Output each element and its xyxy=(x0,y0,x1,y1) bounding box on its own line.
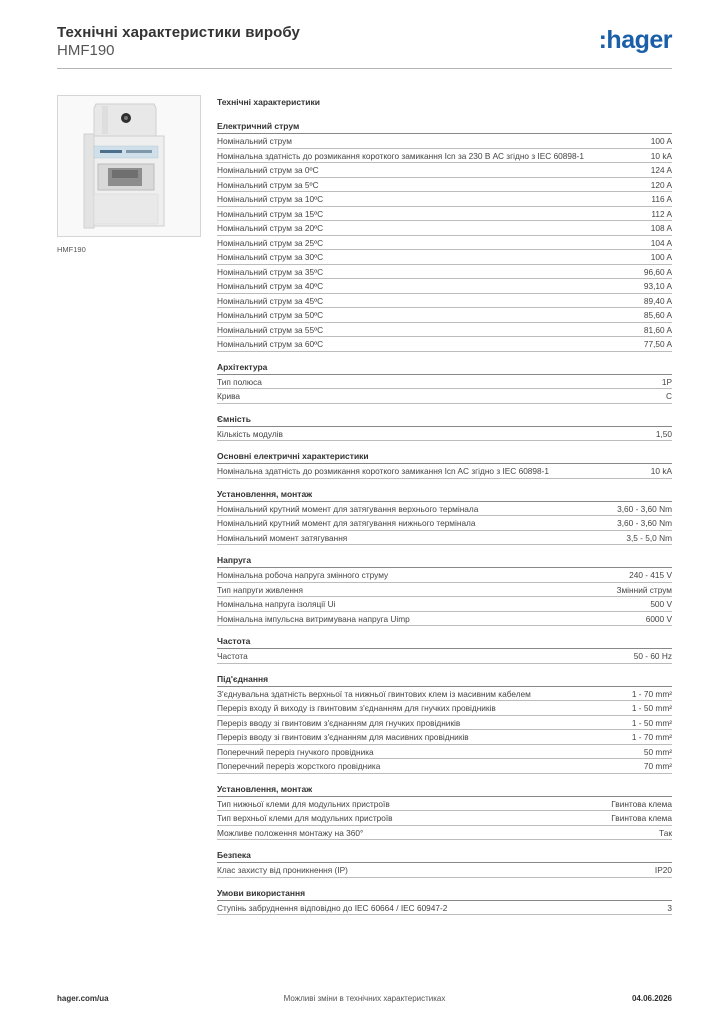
spec-value: 6000 V xyxy=(645,613,672,624)
spec-label: Номінальна імпульсна витримувана напруга Uimp xyxy=(217,613,410,624)
spec-label: Поперечний переріз гнучкого провідника xyxy=(217,746,374,757)
spec-label: Ступінь забруднення відповідно до IEC 60664 / IEC 60947-2 xyxy=(217,902,448,913)
spec-value: 1,50 xyxy=(655,428,672,439)
footer-date: 04.06.2026 xyxy=(631,994,672,1003)
spec-row xyxy=(217,337,672,352)
spec-value: Гвинтова клема xyxy=(611,798,672,809)
section-header: Ємність xyxy=(217,414,672,427)
spec-row xyxy=(217,236,672,251)
circuit-breaker-illustration xyxy=(58,96,200,236)
spec-label: Номінальний струм за 10ºC xyxy=(217,194,324,204)
spec-label: Номінальний момент затягування xyxy=(217,532,348,543)
spec-row xyxy=(217,531,672,546)
spec-value: 81,60 A xyxy=(643,324,672,335)
header-divider xyxy=(57,68,672,69)
brand-logo: :hager xyxy=(598,26,672,54)
spec-value: C xyxy=(666,391,672,401)
footer-website-link[interactable]: hager.com/ua xyxy=(57,994,109,1003)
spec-value: Змінний струм xyxy=(616,584,672,595)
page-footer xyxy=(57,994,672,1008)
spec-label: З'єднувальна здатність верхньої та нижньої гвинтових клем із масивним кабелем xyxy=(217,688,531,699)
spec-row xyxy=(217,427,672,442)
spec-section xyxy=(217,888,672,916)
spec-label: Номінальний струм за 45ºC xyxy=(217,295,324,306)
section-header: Під'єднання xyxy=(217,674,672,687)
spec-value: 1 - 50 mm² xyxy=(631,717,672,728)
spec-label: Номінальна напруга ізоляції Ui xyxy=(217,599,336,609)
spec-row xyxy=(217,308,672,323)
section-header: Безпека xyxy=(217,850,672,863)
spec-label: Номінальний струм xyxy=(217,136,292,146)
spec-row xyxy=(217,178,672,193)
spec-value: 96,60 A xyxy=(643,266,672,277)
spec-section xyxy=(217,489,672,546)
section-header: Основні електричні характеристики xyxy=(217,451,672,464)
document-title: Технічні характеристики виробу xyxy=(57,24,300,41)
section-header: Архітектура xyxy=(217,362,672,375)
spec-row xyxy=(217,294,672,309)
spec-row xyxy=(217,323,672,338)
spec-row xyxy=(217,516,672,531)
product-caption: HMF190 xyxy=(57,245,86,254)
spec-value: 500 V xyxy=(650,599,672,609)
spec-value: 1P xyxy=(661,376,672,387)
spec-label: Номінальний струм за 60ºC xyxy=(217,339,324,349)
spec-label: Номінальний струм за 0ºC xyxy=(217,165,319,175)
section-header: Частота xyxy=(217,636,672,649)
page-header xyxy=(57,20,672,68)
spec-label: Номінальний крутний момент для затягування нижнього термінала xyxy=(217,518,476,528)
spec-label: Переріз входу й виходу із гвинтовим з'єднанням для гнучких провідників xyxy=(217,703,496,713)
spec-value: 108 A xyxy=(650,223,672,233)
spec-label: Номінальний крутний момент для затягування верхнього термінала xyxy=(217,503,479,514)
spec-label: Крива xyxy=(217,391,241,401)
spec-label: Номінальна робоча напруга змінного струму xyxy=(217,570,389,580)
spec-value: Так xyxy=(659,827,672,838)
spec-section xyxy=(217,850,672,878)
spec-row xyxy=(217,745,672,760)
specification-sections xyxy=(217,121,672,915)
spec-label: Можливе положення монтажу на 360° xyxy=(217,827,364,838)
spec-row xyxy=(217,207,672,222)
spec-value: 100 A xyxy=(650,252,672,262)
spec-section xyxy=(217,362,672,404)
spec-row xyxy=(217,687,672,702)
section-header: Електричний струм xyxy=(217,121,672,134)
spec-value: 93,10 A xyxy=(643,281,672,291)
spec-row xyxy=(217,716,672,731)
spec-row xyxy=(217,759,672,774)
spec-value: 70 mm² xyxy=(643,761,672,771)
spec-row xyxy=(217,730,672,745)
spec-row xyxy=(217,163,672,178)
spec-label: Номінальна здатність до розмикання короткого замикання Icn за 230 В АС згідно з IEC 60898-1 xyxy=(217,150,585,161)
spec-value: 50 - 60 Hz xyxy=(633,651,672,661)
section-header: Установлення, монтаж xyxy=(217,489,672,502)
spec-label: Переріз вводу зі гвинтовим з'єднанням для масивних провідників xyxy=(217,732,469,742)
spec-label: Номінальний струм за 25ºC xyxy=(217,237,324,248)
spec-label: Номінальний струм за 15ºC xyxy=(217,208,324,219)
spec-row xyxy=(217,826,672,841)
spec-label: Номінальний струм за 50ºC xyxy=(217,310,324,320)
spec-label: Номінальний струм за 35ºC xyxy=(217,266,324,277)
spec-row xyxy=(217,863,672,878)
spec-label: Кількість модулів xyxy=(217,428,283,439)
spec-row xyxy=(217,221,672,236)
spec-value: 3,60 - 3,60 Nm xyxy=(617,503,672,514)
spec-row xyxy=(217,375,672,390)
section-header: Умови використання xyxy=(217,888,672,901)
spec-value: 10 kA xyxy=(650,466,672,476)
spec-label: Номінальна здатність до розмикання короткого замикання Icn AC згідно з IEC 60898-1 xyxy=(217,466,550,476)
spec-value: 77,50 A xyxy=(643,339,672,349)
spec-value: IP20 xyxy=(654,865,672,875)
spec-value: Гвинтова клема xyxy=(611,813,672,823)
product-reference: HMF190 xyxy=(57,42,115,59)
spec-value: 112 A xyxy=(651,208,672,219)
spec-row xyxy=(217,649,672,664)
section-header: Напруга xyxy=(217,555,672,568)
spec-label: Клас захисту від проникнення (IP) xyxy=(217,865,348,875)
spec-row xyxy=(217,250,672,265)
spec-row xyxy=(217,701,672,716)
spec-label: Переріз вводу зі гвинтовим з'єднанням для гнучких провідників xyxy=(217,717,461,728)
spec-value: 3,5 - 5,0 Nm xyxy=(626,532,672,543)
spec-row xyxy=(217,797,672,812)
spec-section xyxy=(217,555,672,626)
spec-value: 120 A xyxy=(650,179,672,190)
spec-value: 3,60 - 3,60 Nm xyxy=(617,518,672,528)
spec-row xyxy=(217,502,672,517)
spec-row xyxy=(217,597,672,612)
spec-row xyxy=(217,612,672,627)
spec-value: 240 - 415 V xyxy=(629,570,672,580)
spec-label: Номінальний струм за 40ºC xyxy=(217,281,324,291)
section-header: Установлення, монтаж xyxy=(217,784,672,797)
spec-section xyxy=(217,121,672,352)
spec-label: Номінальний струм за 30ºC xyxy=(217,252,324,262)
specifications-title: Технічні характеристики xyxy=(217,97,320,107)
spec-row xyxy=(217,811,672,826)
spec-value: 50 mm² xyxy=(643,746,672,757)
spec-value: 10 kA xyxy=(650,150,672,161)
spec-value: 1 - 70 mm² xyxy=(631,732,672,742)
spec-label: Частота xyxy=(217,651,248,661)
spec-section xyxy=(217,414,672,442)
spec-value: 104 A xyxy=(650,237,672,248)
spec-row xyxy=(217,568,672,583)
spec-value: 3 xyxy=(667,902,672,913)
spec-section xyxy=(217,784,672,841)
spec-value: 100 A xyxy=(650,136,672,146)
spec-row xyxy=(217,149,672,164)
spec-row xyxy=(217,265,672,280)
spec-label: Поперечний переріз жорсткого провідника xyxy=(217,761,381,771)
spec-row xyxy=(217,134,672,149)
spec-row xyxy=(217,901,672,916)
spec-row xyxy=(217,192,672,207)
spec-row xyxy=(217,583,672,598)
spec-label: Номінальний струм за 55ºC xyxy=(217,324,324,335)
technical-specifications xyxy=(217,97,672,925)
spec-label: Номінальний струм за 20ºC xyxy=(217,223,324,233)
spec-section xyxy=(217,636,672,664)
spec-row xyxy=(217,464,672,479)
spec-section xyxy=(217,674,672,774)
spec-label: Номінальний струм за 5ºC xyxy=(217,179,319,190)
spec-label: Тип верхньої клеми для модульних пристроїв xyxy=(217,813,393,823)
footer-note: Можливі зміни в технічних характеристиках xyxy=(283,994,446,1003)
product-image xyxy=(57,95,201,237)
spec-value: 116 A xyxy=(651,194,672,204)
spec-section xyxy=(217,451,672,479)
spec-label: Тип нижньої клеми для модульних пристроїв xyxy=(217,798,390,809)
spec-label: Тип полюса xyxy=(217,376,262,387)
spec-value: 89,40 A xyxy=(643,295,672,306)
spec-value: 85,60 A xyxy=(643,310,672,320)
spec-value: 124 A xyxy=(650,165,672,175)
spec-label: Тип напруги живлення xyxy=(217,584,303,595)
spec-row xyxy=(217,279,672,294)
spec-row xyxy=(217,389,672,404)
spec-value: 1 - 50 mm² xyxy=(631,703,672,713)
spec-value: 1 - 70 mm² xyxy=(631,688,672,699)
